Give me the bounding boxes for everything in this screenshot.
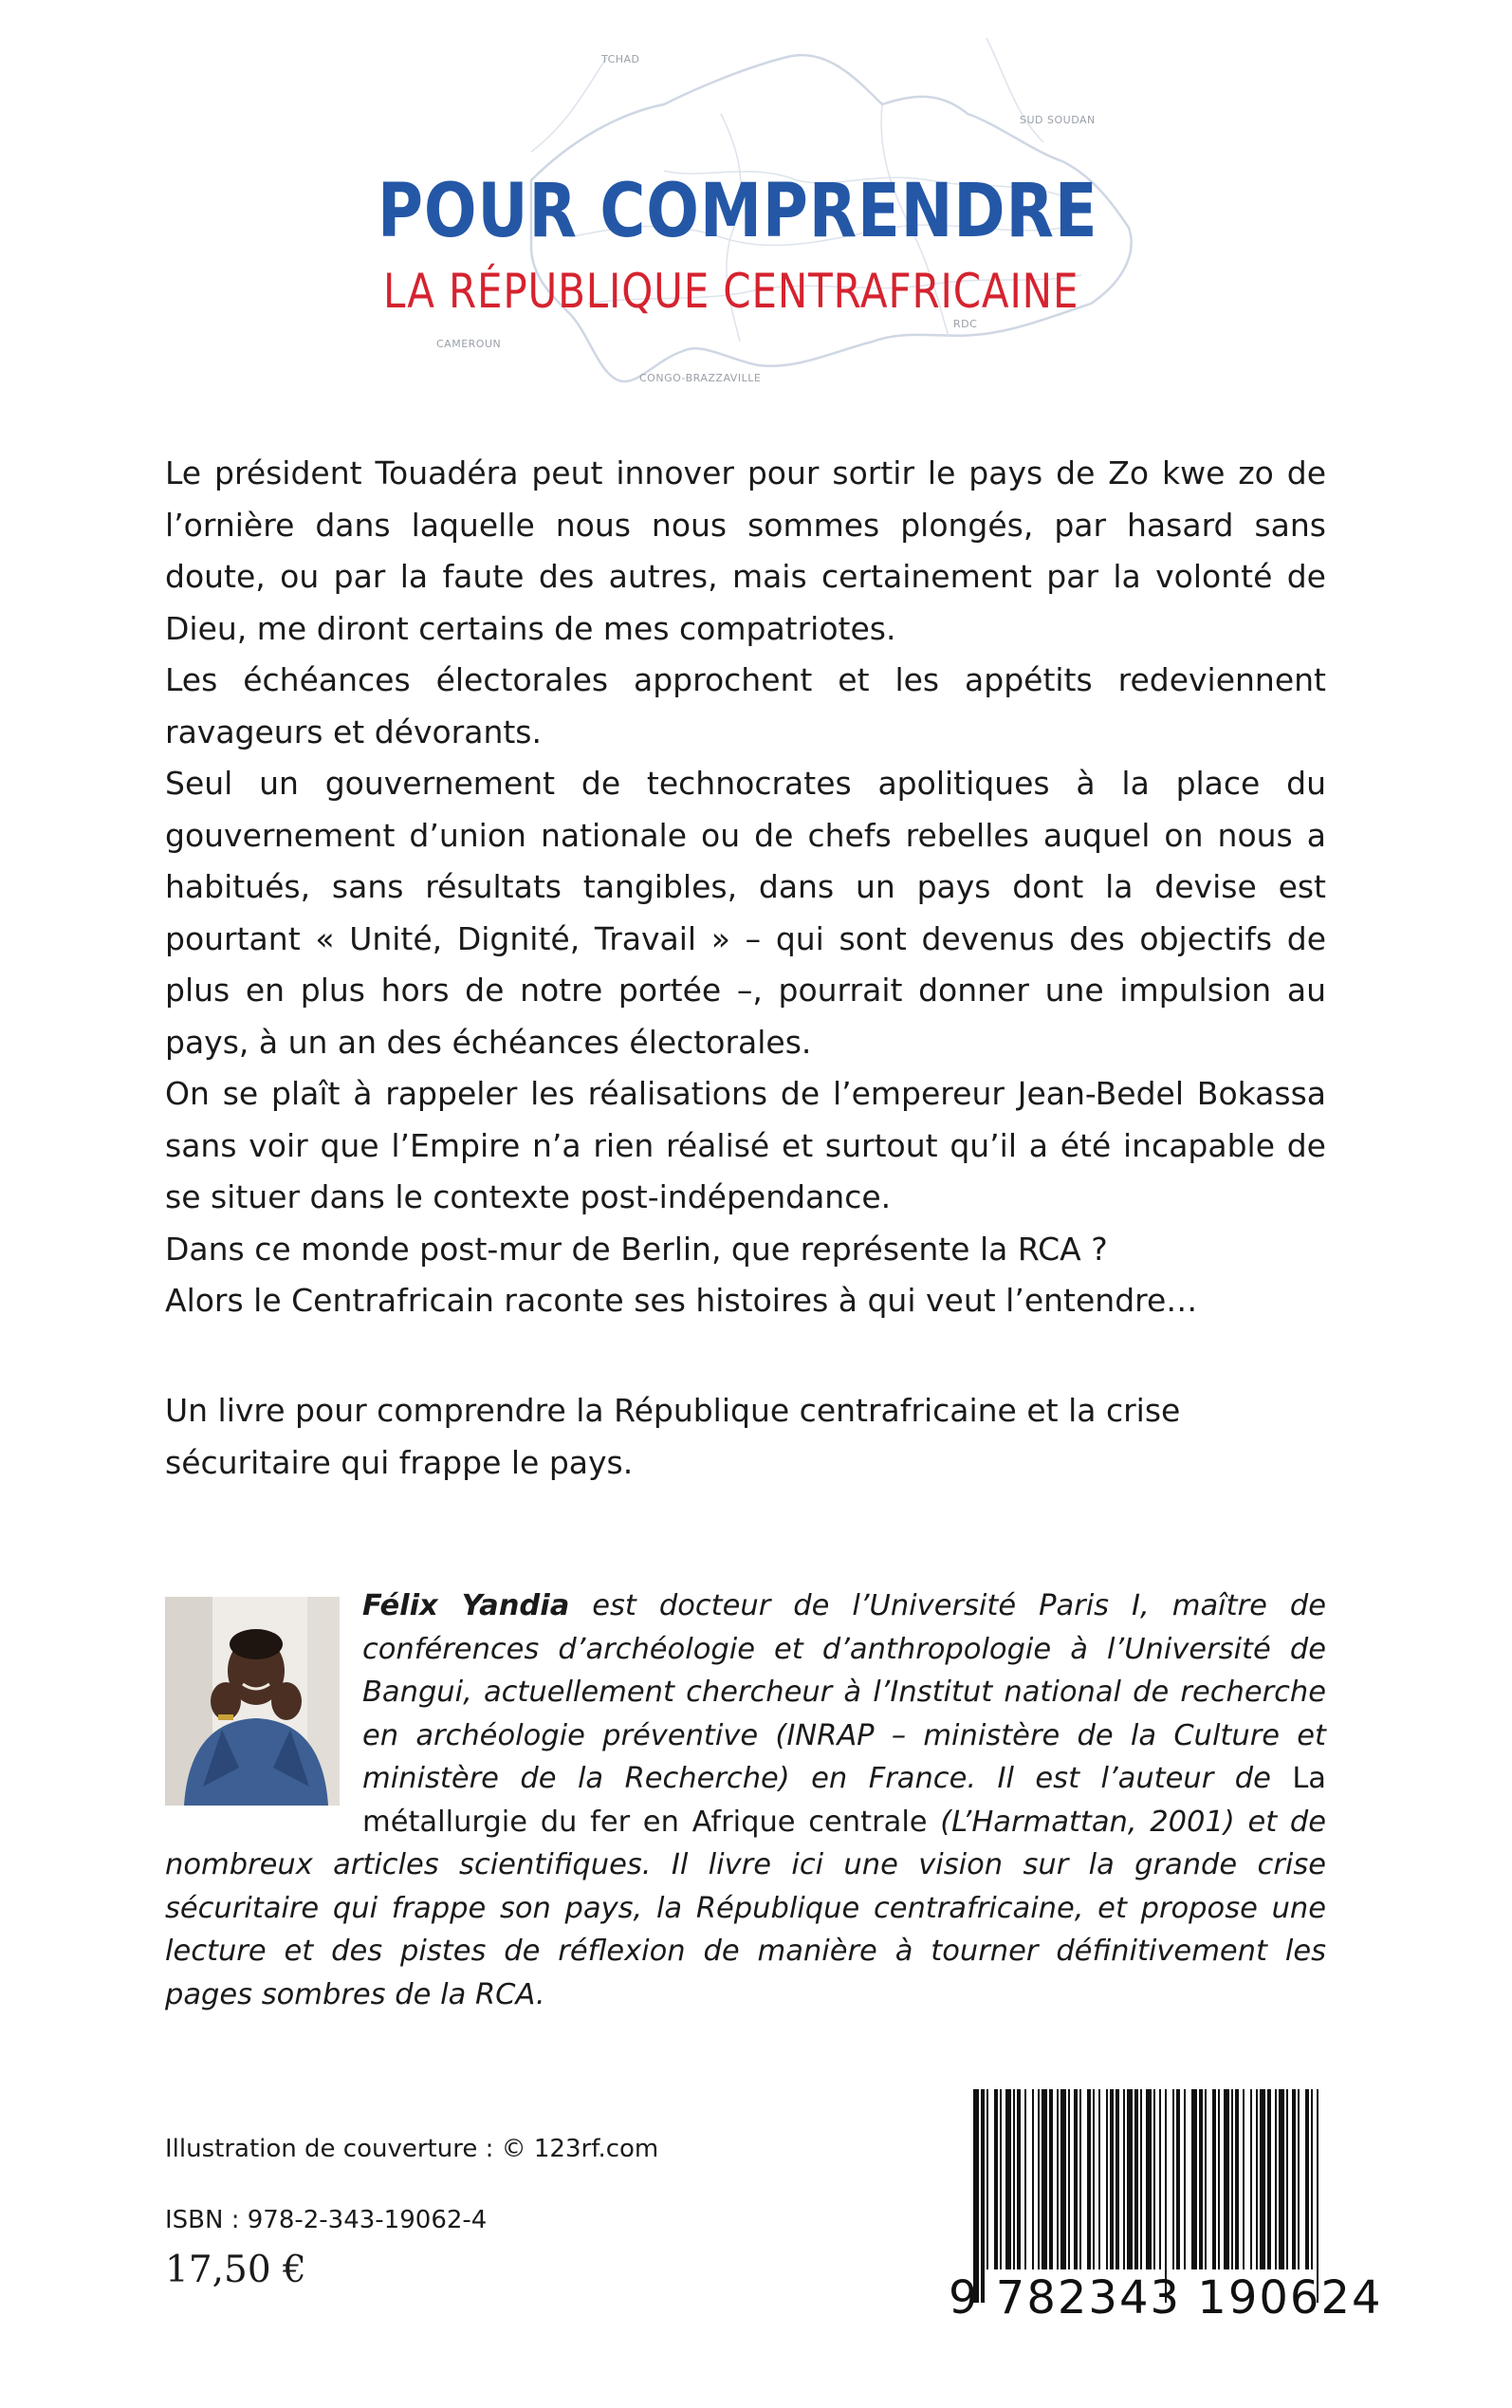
barcode-bar bbox=[1260, 2089, 1265, 2269]
barcode-bar bbox=[1057, 2089, 1059, 2269]
barcode-digits: 9 782343 190624 bbox=[949, 2271, 1383, 2325]
barcode-bar bbox=[1123, 2089, 1125, 2269]
body-paragraph: Le président Touadéra peut innover pour sortir le pays de Zo kwe zo de l’ornière dans laquelle nous nous sommes plongés, par hasard sans doute, ou par la faute des autres, mais certainement par la volonté de Dieu, me diront certains de mes compatriotes. bbox=[165, 454, 1326, 647]
barcode-bar bbox=[1000, 2089, 1002, 2269]
barcode-bar bbox=[994, 2089, 998, 2269]
barcode-bar bbox=[1049, 2089, 1053, 2269]
barcode-bar bbox=[1017, 2089, 1021, 2269]
book-subtitle: LA RÉPUBLIQUE CENTRAFRICAINE bbox=[383, 264, 1079, 319]
barcode-bar bbox=[1275, 2089, 1277, 2269]
barcode-bar bbox=[1205, 2089, 1207, 2269]
barcode-bar bbox=[1140, 2089, 1142, 2269]
barcode-bar bbox=[1218, 2089, 1220, 2269]
barcode-bar bbox=[1060, 2089, 1066, 2269]
barcode-bar bbox=[1074, 2089, 1078, 2269]
barcode-bar bbox=[1038, 2089, 1040, 2269]
bio-text: (L’Harmattan, 2001) et de nombreux articles scientifiques. Il livre ici une vision sur la grande crise sécuritaire qui frappe son pays, la République centrafricaine, et propose une lecture et des pistes de réflexion de manière à tourner définitivement les pages sombres de la RCA. bbox=[165, 1805, 1326, 2011]
barcode-bar bbox=[1005, 2089, 1011, 2269]
barcode-bar bbox=[1231, 2089, 1233, 2269]
barcode-bar bbox=[1176, 2089, 1180, 2269]
barcode-bar bbox=[1256, 2089, 1258, 2269]
barcode-bar bbox=[1286, 2089, 1288, 2269]
author-bio bbox=[165, 1584, 1326, 2016]
barcode-bar bbox=[1172, 2089, 1174, 2269]
map-label-cameroun: CAMEROUN bbox=[436, 338, 502, 350]
map-label-rdc: RDC bbox=[953, 318, 978, 330]
barcode-bar bbox=[1159, 2089, 1161, 2269]
barcode-bar bbox=[1235, 2089, 1239, 2269]
barcode-bar bbox=[1068, 2089, 1070, 2269]
barcode-bar bbox=[1093, 2089, 1095, 2269]
barcode-bar bbox=[1146, 2089, 1152, 2269]
barcode-bar bbox=[1279, 2089, 1284, 2269]
map-river bbox=[531, 57, 607, 152]
body-paragraph: Les échéances électorales approchent et les appétits redeviennent ravageurs et dévorants. bbox=[165, 661, 1326, 750]
body-paragraph: On se plaît à rappeler les réalisations de l’empereur Jean-Bedel Bokassa sans voir que l’Empire n’a rien réalisé et surtout qu’il a été incapable de se situer dans le contexte post-indépendance. bbox=[165, 1075, 1326, 1215]
body-paragraph: Alors le Centrafricain raconte ses histoires à qui veut l’entendre… bbox=[165, 1282, 1198, 1319]
barcode-bar bbox=[1013, 2089, 1015, 2269]
price: 17,50 € bbox=[165, 2249, 306, 2291]
barcode-bar bbox=[1116, 2089, 1119, 2269]
illustration-credit: Illustration de couverture : © 123rf.com bbox=[165, 2135, 659, 2163]
barcode-bar bbox=[1024, 2089, 1026, 2269]
map-label-congo-brazzaville: CONGO-BRAZZAVILLE bbox=[639, 372, 762, 384]
map-label-sud-soudan: SUD SOUDAN bbox=[1020, 114, 1096, 126]
blurb-text: Un livre pour comprendre la République centrafricaine et la crise sécuritaire qui frappe le pays. bbox=[165, 1392, 1181, 1481]
barcode-bar bbox=[1042, 2089, 1047, 2269]
bio-text: est docteur de l’Université Paris I, maître de conférences d’archéologie et d’anthropologie à l’Université de Bangui, actuellement chercheur à l’Institut national de recherche en archéologie préventive (INRAP – ministère de la Culture et ministère de la Recherche) en France. Il est l’auteur de bbox=[362, 1589, 1326, 1795]
barcode-bar bbox=[1199, 2089, 1203, 2269]
barcode-bar bbox=[1298, 2089, 1300, 2269]
back-cover-text bbox=[165, 448, 1326, 1327]
barcode-bar bbox=[1224, 2089, 1229, 2269]
book-title: POUR COMPRENDRE bbox=[378, 169, 1098, 254]
barcode-bar bbox=[1079, 2089, 1081, 2269]
book-reference: La métallurgie du fer en Afrique centrale bbox=[362, 1762, 1326, 1839]
map-label-tchad: TCHAD bbox=[601, 53, 640, 65]
author-name: Félix Yandia bbox=[362, 1589, 570, 1622]
barcode-bar bbox=[1184, 2089, 1186, 2269]
barcode-bar bbox=[1098, 2089, 1100, 2269]
barcode-bar bbox=[1311, 2089, 1313, 2269]
barcode-bar bbox=[1127, 2089, 1133, 2269]
barcode-bar bbox=[1212, 2089, 1216, 2269]
barcode-bar bbox=[1110, 2089, 1114, 2269]
isbn: ISBN : 978-2-343-19062-4 bbox=[165, 2206, 488, 2234]
book-blurb bbox=[165, 1385, 1326, 1489]
barcode-bar bbox=[1032, 2089, 1034, 2269]
barcode-bar bbox=[1250, 2089, 1252, 2269]
barcode-bar bbox=[1134, 2089, 1138, 2269]
barcode-bar bbox=[1243, 2089, 1245, 2269]
barcode-bar bbox=[986, 2089, 988, 2269]
barcode-bar bbox=[1191, 2089, 1197, 2269]
barcode-bar bbox=[1106, 2089, 1108, 2269]
barcode-bar bbox=[1305, 2089, 1309, 2269]
barcode-bar bbox=[1153, 2089, 1155, 2269]
photo-spacer bbox=[165, 1584, 362, 1805]
barcode-bar bbox=[1267, 2089, 1271, 2269]
body-paragraph: Seul un gouvernement de technocrates apolitiques à la place du gouvernement d’union nationale ou de chefs rebelles auquel on nous a habitués, sans résultats tangibles, dans un pays dont la devise est pourtant « Unité, Dignité, Travail » – qui sont devenus des objectifs de plus en plus hors de notre portée –, pourrait donner une impulsion au pays, à un an des échéances électorales. bbox=[165, 765, 1326, 1061]
body-paragraph: Dans ce monde post-mur de Berlin, que représente la RCA ? bbox=[165, 1230, 1108, 1268]
barcode-bar bbox=[1087, 2089, 1091, 2269]
barcode-bar bbox=[1292, 2089, 1296, 2269]
